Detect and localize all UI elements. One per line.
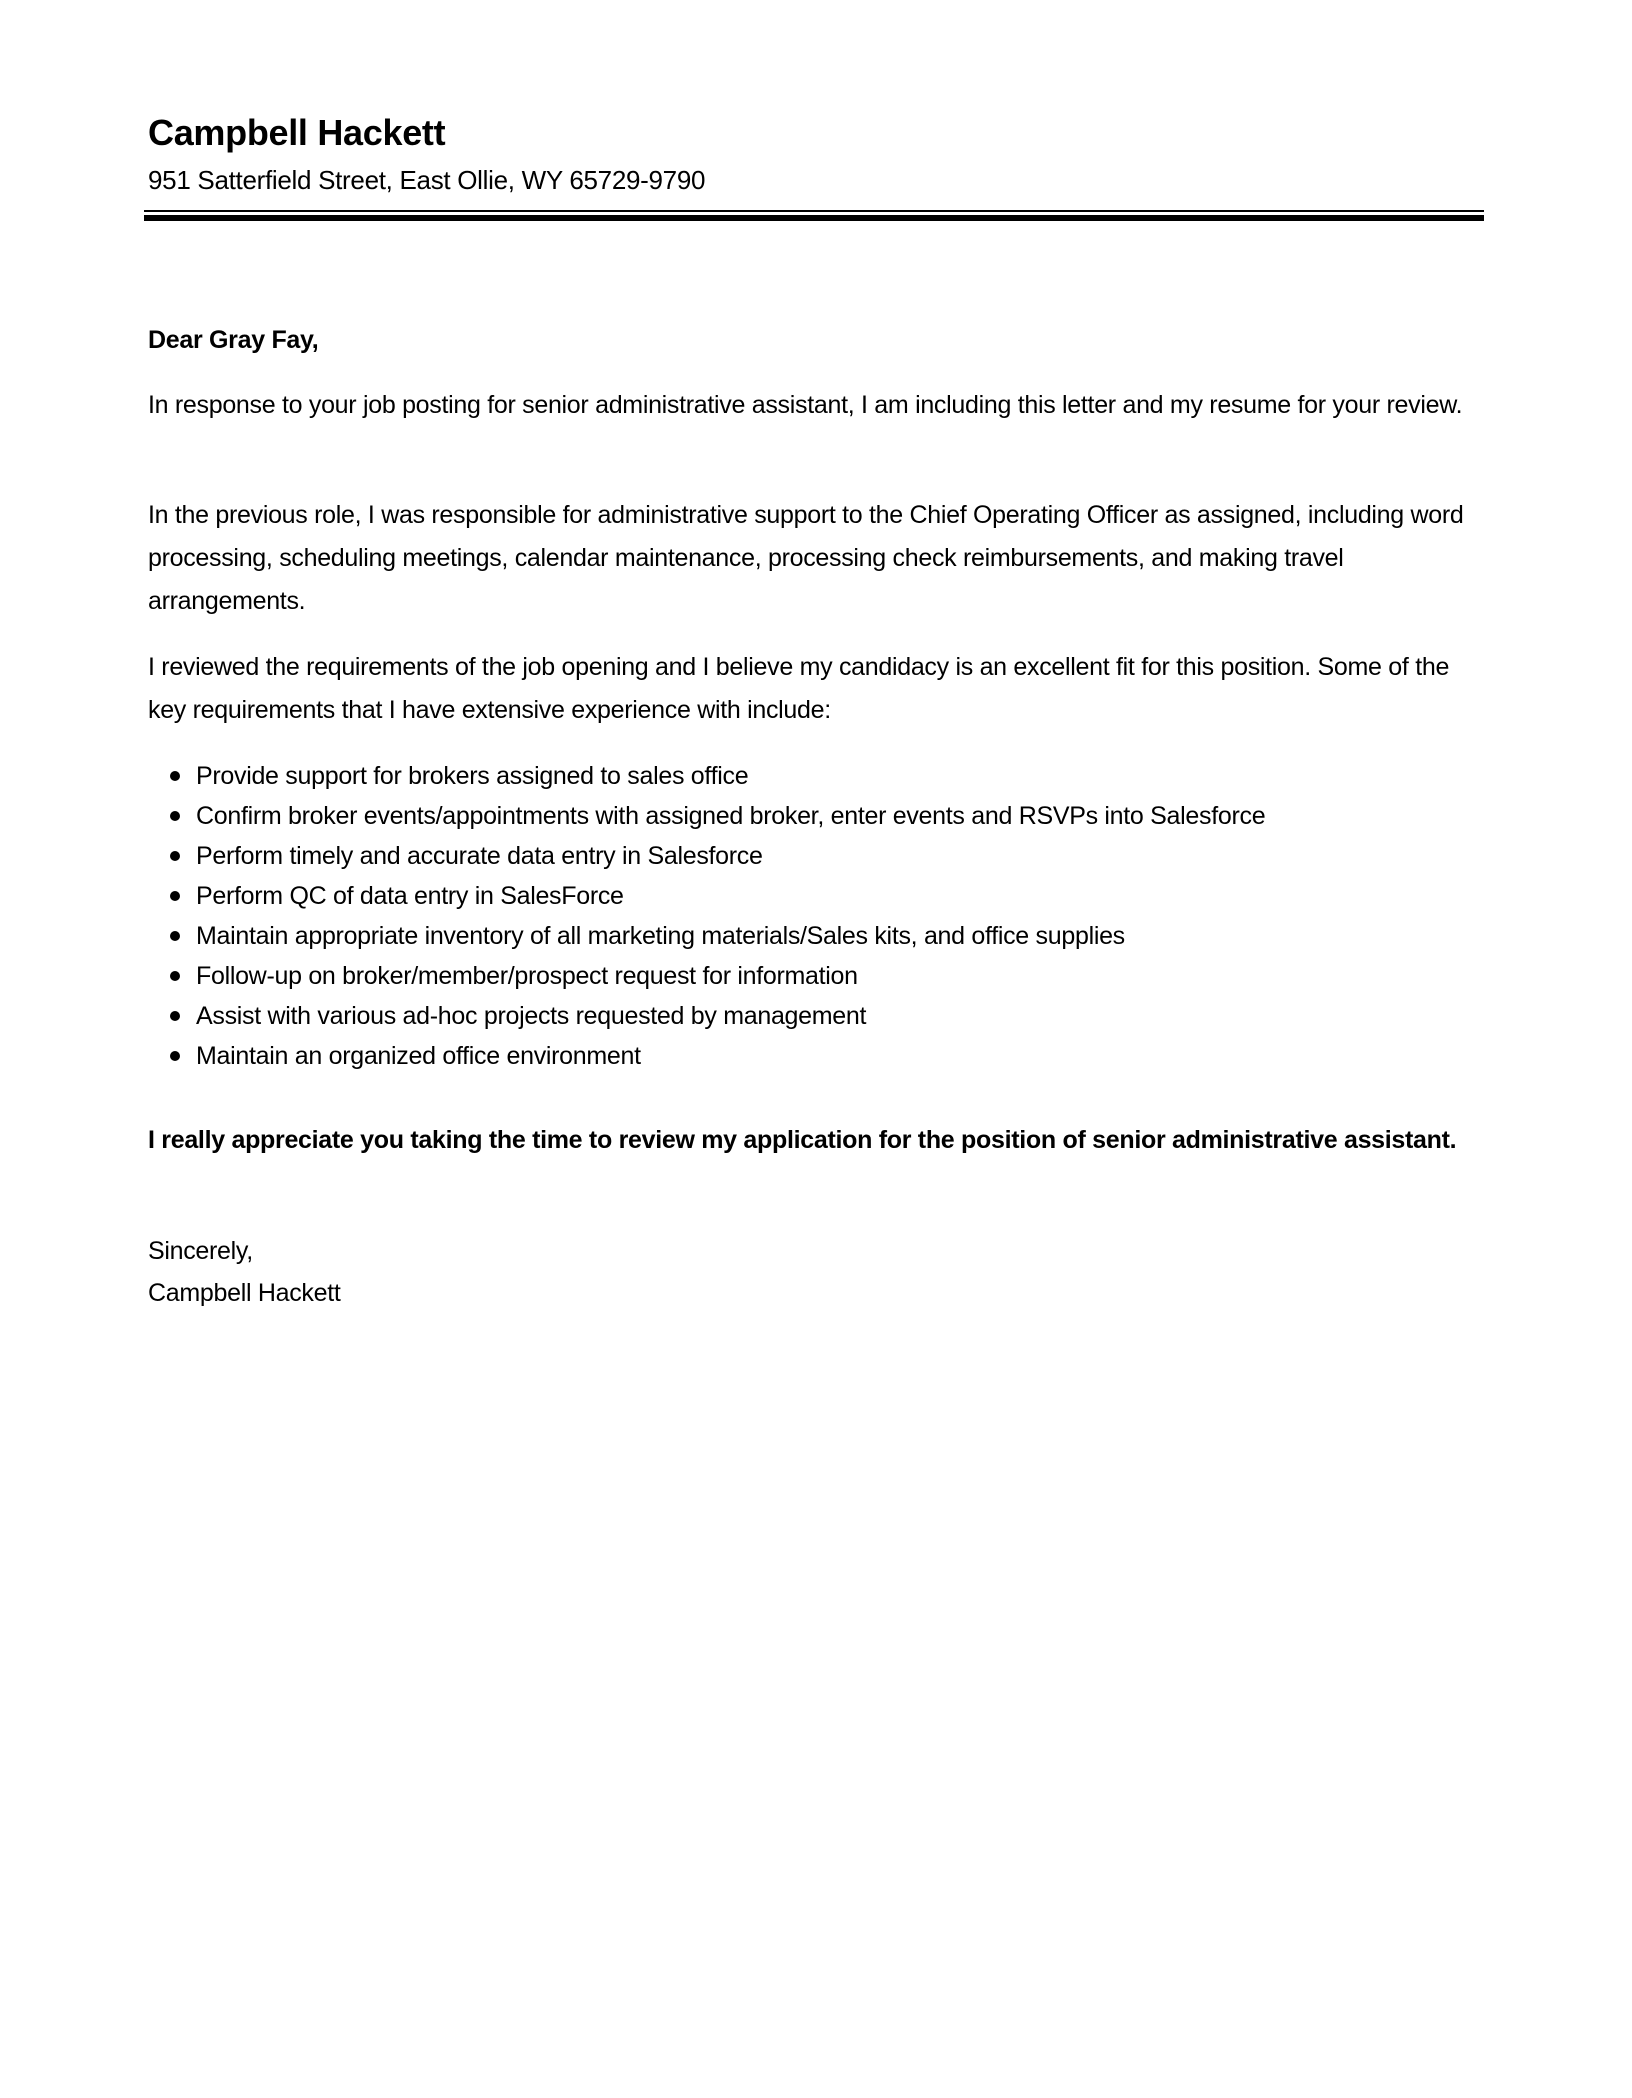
salutation: Dear Gray Fay, bbox=[148, 326, 319, 354]
bullet-icon bbox=[170, 891, 180, 901]
list-item-text: Maintain an organized office environment bbox=[196, 1042, 641, 1070]
list-item bbox=[148, 796, 1488, 836]
list-item-text: Provide support for brokers assigned to sales office bbox=[196, 762, 749, 790]
list-item-text: Maintain appropriate inventory of all marketing materials/Sales kits, and office supplies bbox=[196, 922, 1125, 950]
list-item bbox=[148, 956, 1488, 996]
list-item-text: Follow-up on broker/member/prospect request for information bbox=[196, 962, 858, 990]
paragraph-experience: In the previous role, I was responsible for administrative support to the Chief Operating Officer as assigned, including word processing, scheduling meetings, calendar maintenance, processing check reimbursements, and making travel arrangements. bbox=[148, 501, 1464, 615]
list-item-text: Perform QC of data entry in SalesForce bbox=[196, 882, 624, 910]
paragraph-intro: In response to your job posting for senior administrative assistant, I am including this letter and my resume for your review. bbox=[148, 391, 1463, 419]
list-item-text: Assist with various ad-hoc projects requested by management bbox=[196, 1002, 867, 1030]
bullet-icon bbox=[170, 771, 180, 781]
bullet-icon bbox=[170, 851, 180, 861]
bullet-icon bbox=[170, 811, 180, 821]
sender-address: 951 Satterfield Street, East Ollie, WY 65729-9790 bbox=[148, 165, 706, 195]
list-item bbox=[148, 836, 1488, 876]
paragraph-requirements: I reviewed the requirements of the job opening and I believe my candidacy is an excellent fit for this position. Some of the key requirements that I have extensive experience with include: bbox=[148, 653, 1450, 724]
bullet-icon bbox=[170, 1011, 180, 1021]
list-item bbox=[148, 1036, 1488, 1076]
signature-name: Campbell Hackett bbox=[148, 1279, 341, 1307]
bullet-icon bbox=[170, 931, 180, 941]
list-item bbox=[148, 916, 1488, 956]
header-divider-thin bbox=[144, 210, 1484, 212]
bullet-icon bbox=[170, 971, 180, 981]
sender-name: Campbell Hackett bbox=[148, 112, 446, 153]
bullet-icon bbox=[170, 1051, 180, 1061]
list-item-text: Confirm broker events/appointments with assigned broker, enter events and RSVPs into Salesforce bbox=[196, 802, 1266, 830]
list-item bbox=[148, 876, 1488, 916]
signoff: Sincerely, bbox=[148, 1237, 253, 1265]
list-item-text: Perform timely and accurate data entry in Salesforce bbox=[196, 842, 763, 870]
list-item bbox=[148, 996, 1488, 1036]
requirements-list bbox=[148, 756, 1488, 1076]
closing-statement: I really appreciate you taking the time to review my application for the position of senior administrative assistant. bbox=[148, 1126, 1457, 1154]
list-item bbox=[148, 756, 1488, 796]
header-divider-thick bbox=[144, 215, 1484, 221]
